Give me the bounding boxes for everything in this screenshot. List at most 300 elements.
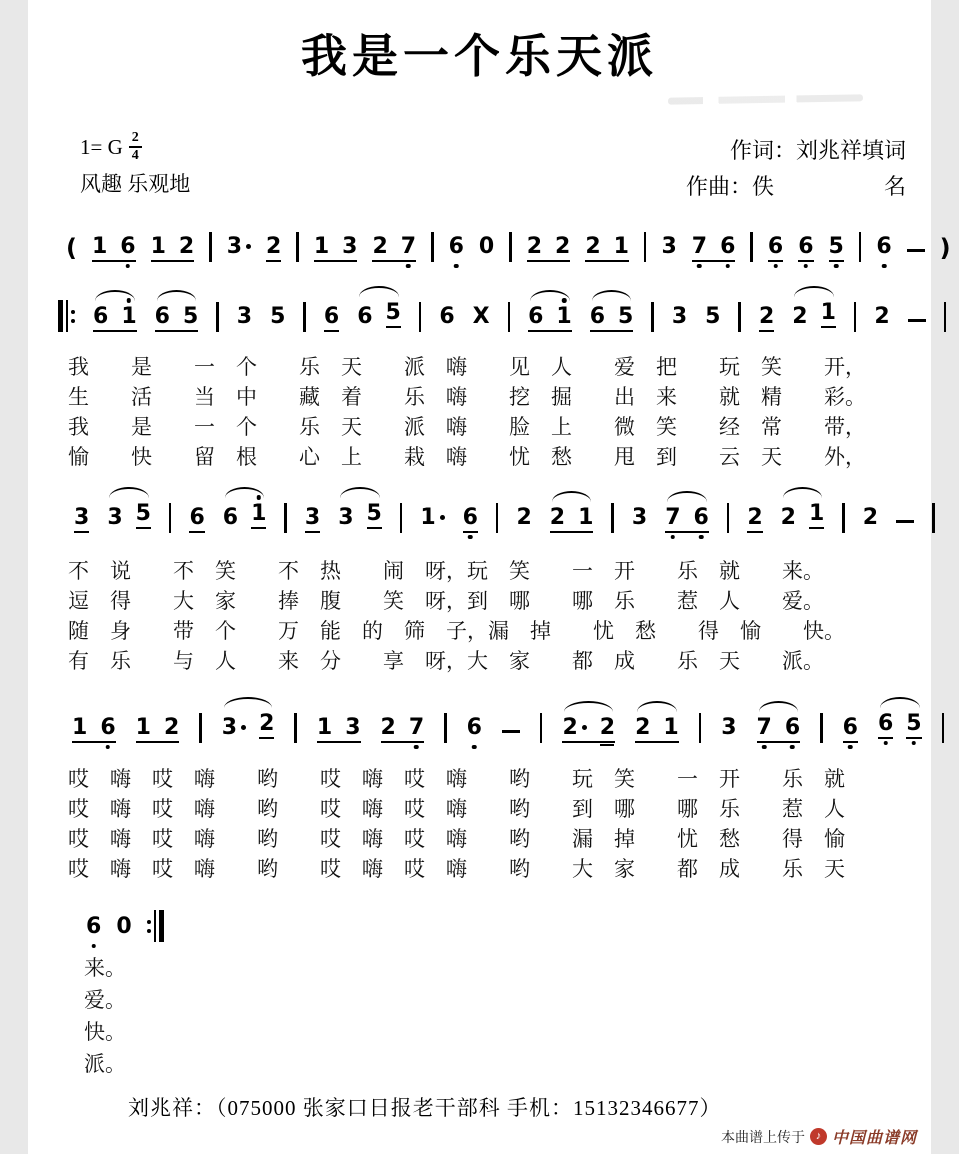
barline	[854, 302, 857, 332]
note-digit: 0	[116, 914, 132, 939]
note-digit: 2	[792, 304, 808, 329]
low-octave-dot	[414, 745, 419, 750]
note-digit: 1	[820, 300, 836, 325]
note-digit: 3	[304, 505, 321, 530]
barline	[644, 232, 647, 262]
barline	[942, 713, 945, 743]
note	[74, 507, 89, 529]
note-group	[705, 306, 720, 332]
note	[86, 916, 101, 938]
note	[409, 717, 424, 739]
note-group	[317, 717, 361, 743]
site-name: 中国曲谱网	[831, 1130, 917, 1147]
note-digit: 0	[478, 234, 495, 259]
note-digit: 1	[663, 715, 679, 740]
note	[768, 236, 783, 258]
note-group	[590, 306, 634, 332]
note-digit: 1	[150, 234, 166, 259]
note-digit: 6	[878, 713, 893, 735]
note	[179, 236, 194, 258]
barline	[444, 713, 447, 743]
open-paren: (	[66, 234, 77, 262]
note-digit: 5	[618, 304, 634, 329]
note-group	[155, 306, 199, 332]
note-digit: 6	[86, 916, 101, 938]
note-digit: 5	[366, 501, 382, 526]
lyric-line: 不 说 不 笑 不 热 闹 呀，玩 笑 一 开 乐 就 来。	[68, 559, 824, 583]
note-digit: 3	[661, 234, 677, 259]
low-octave-dot	[126, 264, 131, 269]
note-digit: 1	[135, 715, 151, 740]
key-signature: 1= G	[80, 134, 123, 159]
note-digit: 6	[357, 304, 373, 329]
repeat-dot	[147, 920, 151, 924]
note	[136, 503, 151, 529]
lyric-line: 逗 得 大 家 捧 腹 笑 呀，到 哪 哪 乐 惹 人 爱。	[68, 589, 824, 613]
note-group	[116, 916, 131, 942]
note-digit: 2	[163, 715, 180, 740]
note-group	[305, 507, 320, 533]
note	[635, 717, 650, 739]
barline	[750, 232, 753, 262]
note	[516, 507, 531, 529]
lyric-line: 哎 嗨 哎 嗨 哟 哎 嗨 哎 嗨 哟 玩 笑 一 开 乐 就	[68, 767, 845, 791]
note-group	[136, 717, 180, 743]
sheet-music-page	[28, 0, 951, 1154]
dash-note	[502, 730, 520, 733]
note-group	[874, 306, 889, 332]
barline	[400, 503, 403, 533]
note-digit: 1	[578, 505, 594, 530]
barline	[509, 232, 512, 262]
note-group	[189, 507, 204, 533]
low-octave-dot	[773, 264, 778, 269]
note-group	[74, 507, 89, 533]
barline	[431, 232, 434, 262]
note-digit: 7	[665, 507, 680, 529]
composer-credit: 作曲：佚 名	[685, 174, 906, 199]
music-line	[58, 300, 946, 332]
note	[467, 717, 482, 739]
ending-lyrics	[84, 952, 126, 1080]
lyrics-verse-1	[68, 352, 866, 472]
barline	[842, 503, 845, 533]
note-digit: 2	[380, 715, 396, 740]
note-digit: 2	[549, 505, 566, 530]
watermark	[721, 1125, 917, 1148]
note	[550, 507, 565, 529]
note	[449, 236, 464, 258]
note	[317, 717, 332, 739]
barline	[944, 302, 947, 332]
time-signature	[129, 130, 142, 164]
note-digit: 7	[692, 236, 707, 258]
note-group	[107, 503, 151, 533]
note-digit: 3	[338, 505, 354, 530]
lyrics-verse-3	[68, 764, 845, 884]
note-digit: 6	[323, 304, 340, 329]
note-group	[516, 507, 531, 533]
note-group	[151, 236, 195, 262]
repeat-end-sign	[147, 910, 164, 942]
augmentation-dot	[246, 244, 251, 249]
note-digit: 5	[182, 304, 199, 329]
note-digit: 3	[345, 715, 361, 740]
time-signature-numerator: 2	[129, 130, 142, 148]
augmentation-dot	[241, 725, 246, 730]
note	[372, 236, 387, 258]
note-digit: 1	[808, 501, 825, 526]
note-digit: 6	[463, 507, 478, 529]
note-digit: 6	[589, 304, 606, 329]
note-group	[759, 306, 774, 332]
low-octave-dot	[454, 264, 459, 269]
close-paren: )	[939, 234, 951, 262]
barline	[540, 713, 543, 743]
note-group	[420, 507, 444, 533]
note	[439, 306, 454, 328]
barline	[651, 302, 654, 332]
note	[189, 507, 204, 529]
note	[618, 306, 633, 328]
barline	[859, 232, 862, 262]
note-digit: 1	[313, 234, 330, 259]
barline	[216, 302, 219, 332]
note	[672, 306, 687, 328]
note	[345, 717, 360, 739]
low-octave-dot	[912, 741, 917, 746]
note-digit: 3	[226, 234, 243, 259]
note	[237, 306, 252, 328]
lyric-line: 哎 嗨 哎 嗨 哟 哎 嗨 哎 嗨 哟 漏 掉 忧 愁 得 愉	[68, 827, 845, 851]
note-digit: 6	[798, 236, 813, 258]
note-group	[473, 306, 490, 332]
note-group	[266, 236, 281, 262]
note-group	[843, 717, 858, 743]
note	[401, 236, 416, 258]
note	[479, 236, 494, 258]
thin-bar	[66, 300, 68, 332]
note-group	[222, 713, 275, 743]
note	[367, 503, 382, 529]
barline	[169, 503, 172, 533]
note	[93, 306, 108, 328]
note-group	[876, 236, 891, 262]
note	[876, 236, 891, 258]
note-group	[338, 503, 382, 533]
note-group	[562, 717, 615, 743]
barline	[303, 302, 306, 332]
note-group	[757, 717, 801, 743]
note	[798, 236, 813, 258]
note-group	[270, 306, 285, 332]
note	[585, 236, 600, 258]
note	[665, 507, 680, 529]
note	[614, 236, 629, 258]
repeat-dot	[71, 319, 75, 323]
note-digit: 1	[420, 505, 436, 530]
note	[357, 302, 372, 328]
note	[705, 306, 720, 328]
note	[92, 236, 107, 258]
lyric-line: 生 活 当 中 藏 着 乐 嗨 挖 掘 出 来 就 精 彩。	[68, 385, 866, 409]
note	[906, 713, 921, 739]
music-line	[86, 910, 164, 942]
low-octave-dot	[468, 535, 473, 540]
note	[324, 306, 339, 328]
augmentation-dot	[440, 515, 445, 520]
lyric-line: 哎 嗨 哎 嗨 哟 哎 嗨 哎 嗨 哟 到 哪 哪 乐 惹 人	[68, 797, 845, 821]
barline	[699, 713, 702, 743]
note	[116, 916, 131, 938]
note-group	[467, 717, 482, 743]
low-octave-dot	[726, 264, 731, 269]
note-digit: 6	[843, 717, 858, 739]
note-digit: 1	[72, 715, 88, 740]
barline	[419, 302, 422, 332]
barline	[199, 713, 202, 743]
note-digit: 2	[862, 505, 879, 530]
note	[305, 507, 320, 529]
note-digit: 6	[154, 304, 170, 329]
note-group	[223, 503, 267, 533]
augmentation-dot	[582, 725, 587, 730]
note-digit: 1	[613, 234, 629, 259]
note	[878, 713, 893, 739]
note-digit: 1	[316, 715, 333, 740]
note-group	[227, 236, 251, 262]
music-line	[66, 232, 959, 262]
note-group	[479, 236, 494, 262]
note	[259, 713, 274, 739]
thin-bar	[154, 910, 156, 942]
note	[121, 306, 136, 328]
note-group	[381, 717, 425, 743]
note-digit: 5	[385, 300, 401, 325]
note	[757, 717, 772, 739]
low-octave-dot	[106, 745, 111, 750]
repeat-dot	[71, 310, 75, 314]
note-digit: 1	[91, 234, 108, 259]
note-group	[798, 236, 813, 262]
note	[386, 302, 401, 328]
note	[314, 236, 329, 258]
note	[338, 503, 353, 529]
note-digit: 7	[757, 717, 772, 739]
note-digit: 2	[259, 711, 275, 736]
note	[72, 717, 87, 739]
lyric-line: 愉 快 留 根 心 上 栽 嗨 忧 愁 甩 到 云 天 外，	[68, 445, 866, 469]
lyric-line: 我 是 一 个 乐 天 派 嗨 脸 上 微 笑 经 常 带，	[68, 415, 866, 439]
low-octave-dot	[848, 745, 853, 750]
note-digit: 6	[720, 236, 735, 258]
note-digit: 2	[178, 234, 195, 259]
note-digit: 7	[409, 717, 424, 739]
note-digit: 2	[266, 234, 282, 259]
note-group	[792, 302, 836, 332]
note-digit: 2	[747, 505, 763, 530]
note	[420, 507, 444, 529]
barline	[294, 713, 297, 743]
note	[183, 306, 198, 328]
barline	[296, 232, 299, 262]
note-group	[372, 236, 416, 262]
note	[556, 306, 571, 328]
note-digit: 6	[120, 236, 135, 258]
site-logo-icon: ♪	[810, 1128, 827, 1145]
repeat-dots	[147, 920, 151, 933]
lyric-line: 我 是 一 个 乐 天 派 嗨 见 人 爱 把 玩 笑 开，	[68, 355, 866, 379]
note-group	[314, 236, 358, 262]
low-octave-dot	[762, 745, 767, 750]
ending-word: 派。	[84, 1052, 126, 1076]
barline	[932, 503, 935, 533]
note-digit: 2	[780, 505, 796, 530]
note-digit: 2	[758, 304, 775, 329]
low-octave-dot	[882, 264, 887, 269]
note-digit: 3	[107, 505, 123, 530]
ending-word: 爱。	[84, 988, 126, 1012]
note	[342, 236, 357, 258]
note-digit: 1	[251, 503, 266, 525]
note-digit: 6	[189, 505, 205, 530]
low-octave-dot	[699, 535, 704, 540]
note-group	[747, 507, 762, 533]
barline	[738, 302, 741, 332]
note-digit: 6	[93, 304, 109, 329]
music-line	[74, 503, 935, 533]
note-group	[449, 236, 464, 262]
note	[473, 306, 490, 328]
note-digit: 3	[671, 304, 688, 329]
barline	[508, 302, 511, 332]
low-octave-dot	[883, 741, 888, 746]
note-digit: 6	[449, 236, 464, 258]
note	[843, 717, 858, 739]
note-digit: 1	[556, 306, 571, 328]
note-group	[92, 236, 136, 262]
note-digit: 3	[236, 304, 253, 329]
note-digit: X	[472, 304, 490, 329]
lyrics-verse-2	[68, 556, 845, 676]
note-digit: 3	[721, 715, 737, 740]
note-digit: 2	[585, 234, 601, 259]
note	[227, 236, 251, 258]
note	[381, 717, 396, 739]
note	[694, 507, 709, 529]
note-digit: 6	[439, 304, 455, 329]
note-group	[72, 717, 116, 743]
note-group	[863, 507, 878, 533]
note-group	[632, 507, 647, 533]
high-octave-dot	[256, 495, 261, 500]
thick-bar	[58, 300, 63, 332]
barline	[284, 503, 287, 533]
note-digit: 2	[599, 715, 616, 740]
note-digit: 6	[768, 236, 783, 258]
note-digit: 5	[705, 304, 721, 329]
note-digit: 5	[829, 236, 844, 258]
note-group	[357, 302, 401, 332]
note-digit: 2	[516, 505, 532, 530]
note-group	[878, 713, 922, 743]
note-digit: 3	[631, 505, 648, 530]
low-octave-dot	[406, 264, 411, 269]
note	[821, 302, 836, 328]
note	[164, 717, 179, 739]
note	[632, 507, 647, 529]
note-digit: 5	[906, 713, 921, 735]
note-group	[463, 507, 478, 533]
note-group	[829, 236, 844, 262]
note	[578, 507, 593, 529]
note	[721, 717, 736, 739]
note-digit: 6	[876, 236, 891, 258]
note-digit: 5	[270, 304, 286, 329]
note	[155, 306, 170, 328]
note-digit: 5	[135, 501, 151, 526]
note	[151, 236, 166, 258]
note	[251, 503, 266, 529]
note	[270, 306, 285, 328]
note-group	[692, 236, 736, 262]
dash-note	[908, 319, 926, 322]
dash-note	[907, 249, 925, 252]
note-group	[86, 916, 101, 942]
note	[781, 503, 796, 529]
note-digit: 6	[785, 717, 800, 739]
note-group	[672, 306, 687, 332]
repeat-dot	[147, 929, 151, 933]
low-octave-dot	[790, 745, 795, 750]
high-octave-dot	[127, 298, 132, 303]
note-digit: 3	[342, 234, 358, 259]
note	[829, 236, 844, 258]
note-digit: 6	[467, 717, 482, 739]
note	[120, 236, 135, 258]
note-group	[550, 507, 594, 533]
note-group	[635, 717, 679, 743]
note-digit: 3	[74, 505, 90, 530]
note	[809, 503, 824, 529]
dash-note	[896, 520, 914, 523]
low-octave-dot	[697, 264, 702, 269]
lyric-line: 随 身 带 个 万 能 的 筛 子，漏 掉 忧 愁 得 愉 快。	[68, 619, 845, 643]
note	[759, 306, 774, 328]
note	[863, 507, 878, 529]
note	[661, 236, 676, 258]
repeat-dots	[71, 310, 75, 323]
note-digit: 2	[635, 715, 651, 740]
song-title: 我是一个乐天派	[301, 31, 658, 82]
note	[463, 507, 478, 529]
note-digit: 6	[528, 304, 544, 329]
note-digit: 2	[372, 234, 388, 259]
contact-info: 刘兆祥：（075000 张家口日报老干部科 手机：15132346677）	[128, 1096, 722, 1120]
barline	[727, 503, 730, 533]
note-group	[237, 306, 252, 332]
note-group	[439, 306, 454, 332]
note	[222, 713, 246, 739]
note-group	[527, 236, 571, 262]
ending-word: 来。	[84, 956, 126, 980]
low-octave-dot	[804, 264, 809, 269]
note-digit: 6	[100, 717, 115, 739]
note	[720, 236, 735, 258]
lyric-line: 哎 嗨 哎 嗨 哟 哎 嗨 哎 嗨 哟 大 家 都 成 乐 天	[68, 857, 845, 881]
low-octave-dot	[671, 535, 676, 540]
note	[663, 717, 678, 739]
